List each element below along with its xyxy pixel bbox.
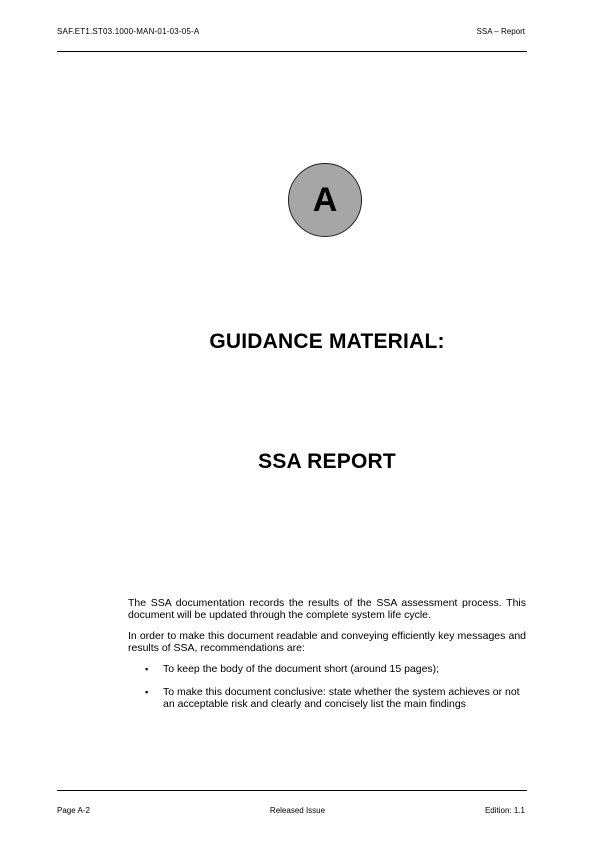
page-subtitle: SSA REPORT [258,450,396,473]
bullet-icon: ▪ [145,664,149,674]
annex-letter: A [312,180,338,219]
body-text [128,597,526,721]
paragraph: The SSA documentation records the results of the SSA assessment process. This document will be updated through the complete system life cycle. [128,597,526,621]
recommendation-list [128,663,526,710]
paragraph: In order to make this document readable and conveying efficiently key messages and results of SSA, recommendations are: [128,630,526,654]
footer-page-number: Page A-2 [57,806,90,815]
footer-status: Released Issue [269,806,326,815]
page-header-section: SSA – Report [476,27,525,36]
bullet-icon: ▪ [145,687,149,697]
header-rule [57,51,527,52]
list-item-text: To make this document conclusive: state whether the system achieves or not an acceptable risk and clearly and concisely list the main findings [163,686,520,710]
annex-letter-badge [288,163,362,237]
page-title: GUIDANCE MATERIAL: [209,330,445,353]
list-item [128,663,526,675]
footer-rule [57,790,527,791]
footer-edition: Edition: 1.1 [484,806,525,815]
list-item-text: To keep the body of the document short (around 15 pages); [163,663,440,675]
list-item [128,686,526,710]
page-header-ref: SAF.ET1.ST03.1000-MAN-01-03-05-A [57,27,200,36]
